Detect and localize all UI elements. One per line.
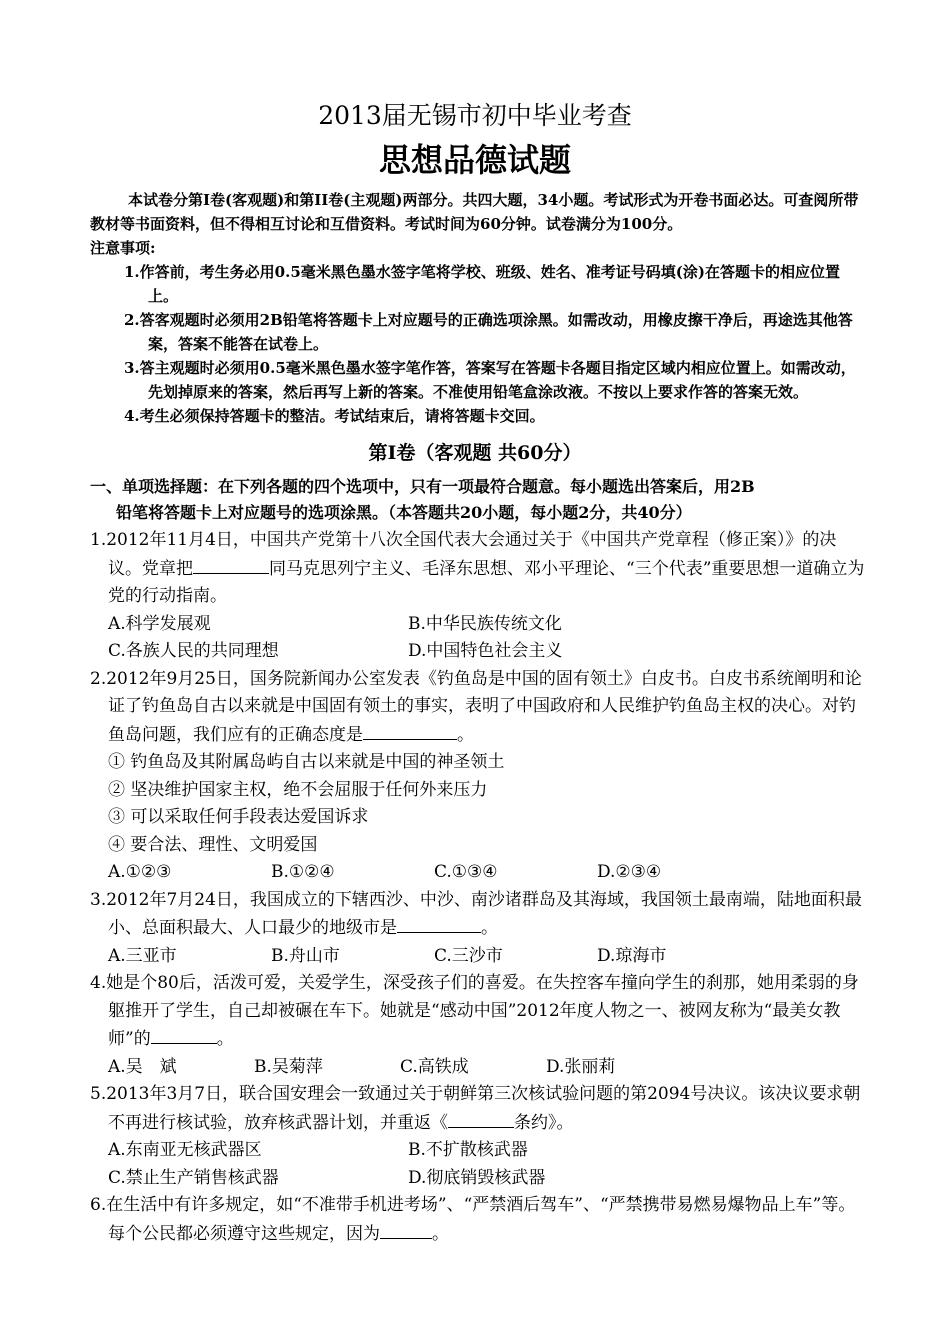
question-text: 同马克思列宁主义、毛泽东思想、邓小平理论、“三个代表”重要思想一道确立为党的行动指南。	[108, 558, 865, 606]
option-a: A.吴 斌	[108, 1056, 177, 1077]
statement-3: ③ 可以采取任何手段表达爱国诉求	[108, 807, 369, 827]
note-item: 3.答主观题时必须用0.5毫米黑色墨水签字笔作答，答案写在答题卡各题目指定区域内相应位置上。如需改动，先划掉原来的答案，然后再写上新的答案。不准使用铅笔盒涂改液。不按以上要求作答的答案无效。	[124, 359, 856, 401]
notes-heading: 注意事项:	[90, 239, 156, 257]
notes-list	[124, 260, 864, 428]
option-b: B.吴菊萍	[254, 1056, 323, 1077]
option-b: B.舟山市	[271, 945, 340, 966]
answer-blank	[363, 721, 457, 740]
question-text: 。	[457, 724, 474, 745]
exam-subject-title: 思想品德试题	[378, 141, 571, 179]
question-text: 1.2012年11月4日，中国共产党第十八次全国代表大会通过关于《中国共产党章程（修正案）》的决议。党章把	[90, 530, 837, 579]
question-text: 条约》。	[514, 1112, 574, 1133]
option-c: C.三沙市	[434, 945, 503, 966]
options-row	[90, 1054, 865, 1082]
option-d: D.彻底销毁核武器	[408, 1167, 546, 1188]
question-3	[90, 887, 865, 943]
exam-intro: 本试卷分第Ⅰ卷(客观题)和第II卷(主观题)两部分。共四大题，34小题。考试形式为开卷书面必达。可查阅所带教材等书面资料，但不得相互讨论和互借资料。考试时间为60分钟。试卷满分为100分。	[90, 191, 859, 233]
section1-instructions	[90, 474, 865, 526]
question-text: 5.2013年3月7日，联合国安理会一致通过关于朝鲜第三次核试验问题的第2094号决议。该决议要求朝不再进行核试验，放弃核武器计划，并重返《	[90, 1084, 861, 1133]
options-row	[90, 638, 865, 666]
options-row	[90, 859, 865, 887]
option-b: B.①②④	[271, 862, 335, 882]
question-text: 6.在生活中有许多规定，如“不准带手机进考场”、“严禁酒后驾车”、“严禁携带易燃易爆物品上车”等。每个公民都必须遵守这些规定，因为	[90, 1195, 856, 1244]
section1-line1: 一、单项选择题：在下列各题的四个选项中，只有一项最符合题意。每小题选出答案后，用2B	[90, 477, 755, 496]
option-b: B.中华民族传统文化	[408, 613, 562, 634]
answer-blank	[380, 1220, 432, 1239]
options-row	[90, 943, 865, 971]
option-d: D.张丽莉	[546, 1056, 616, 1077]
note-item: 2.答客观题时必须用2B铅笔将答题卡上对应题号的正确选项涂黑。如需改动，用橡皮擦干净后，再途选其他答案，答案不能答在试卷上。	[124, 311, 853, 353]
options-row	[90, 1165, 865, 1193]
options-row	[90, 1137, 865, 1165]
statement-4: ④ 要合法、理性、文明爱国	[108, 834, 318, 855]
note-item: 1.作答前，考生务必用0.5毫米黑色墨水签字笔将学校、班级、姓名、准考证号码填(涂)在答题卡的相应位置上。	[124, 263, 840, 305]
question-list	[90, 527, 865, 1248]
exam-title: 2013届无锡市初中毕业考查	[318, 101, 632, 130]
part1-title: 第Ⅰ卷（客观题 共60分）	[368, 442, 582, 464]
question-text: 2.2012年9月25日，国务院新闻办公室发表《钓鱼岛是中国的固有领土》白皮书。白皮书系统阐明和论证了钓鱼岛自古以来就是中国固有领土的事实，表明了中国政府和人民维护钓鱼岛主权的决心。对钓鱼岛问题，我们应有的正确态度是	[90, 668, 862, 745]
statement-2: ② 坚决维护国家主权，绝不会屈服于任何外来压力	[108, 779, 488, 800]
statement-1: ① 钓鱼岛及其附属岛屿自古以来就是中国的神圣领土	[108, 752, 505, 772]
option-c: C.①③④	[434, 862, 498, 882]
option-a: A.科学发展观	[108, 613, 211, 634]
question-text: 。	[216, 1029, 234, 1049]
answer-blank	[397, 914, 481, 933]
question-4	[90, 970, 865, 1054]
question-text: 3.2012年7月24日，我国成立的下辖西沙、中沙、南沙诸群岛及其海域，我国领土最南端，陆地面积最小、总面积最大、人口最少的地级市是	[90, 889, 862, 938]
question-text: 4.她是个80后，活泼可爱，关爱学生，深受孩子们的喜爱。在失控客车撞向学生的刹那，她用柔弱的身躯推开了学生，自己却被碾在车下。她就是“感动中国”2012年度人物之一、被网友称为“最美女教师”的	[90, 973, 859, 1049]
option-d: D.中国特色社会主义	[408, 641, 563, 661]
answer-blank	[151, 1025, 217, 1044]
options-row	[90, 611, 865, 639]
question-6	[90, 1192, 865, 1248]
option-c: C.高铁成	[400, 1056, 469, 1077]
answer-blank	[193, 555, 269, 574]
question-1	[90, 527, 865, 611]
answer-blank	[448, 1109, 514, 1128]
option-d: D.②③④	[597, 862, 662, 882]
option-a: A.东南亚无核武器区	[108, 1140, 262, 1160]
question-5	[90, 1081, 865, 1137]
option-a: A.三亚市	[108, 945, 177, 966]
option-c: C.各族人民的共同理想	[108, 641, 279, 661]
note-item: 4.考生必须保持答题卡的整洁。考试结束后，请将答题卡交回。	[124, 407, 545, 425]
section1-line2: 铅笔将答题卡上对应题号的选项涂黑。（本答题共20小题，每小题2分，共40分）	[116, 503, 692, 522]
question-text: 。	[481, 918, 498, 938]
question-text: 。	[432, 1223, 449, 1244]
option-a: A.①②③	[108, 862, 172, 882]
option-d: D.琼海市	[597, 945, 667, 966]
option-b: B.不扩散核武器	[408, 1140, 528, 1160]
question-2	[90, 666, 865, 750]
option-c: C.禁止生产销售核武器	[108, 1167, 279, 1188]
